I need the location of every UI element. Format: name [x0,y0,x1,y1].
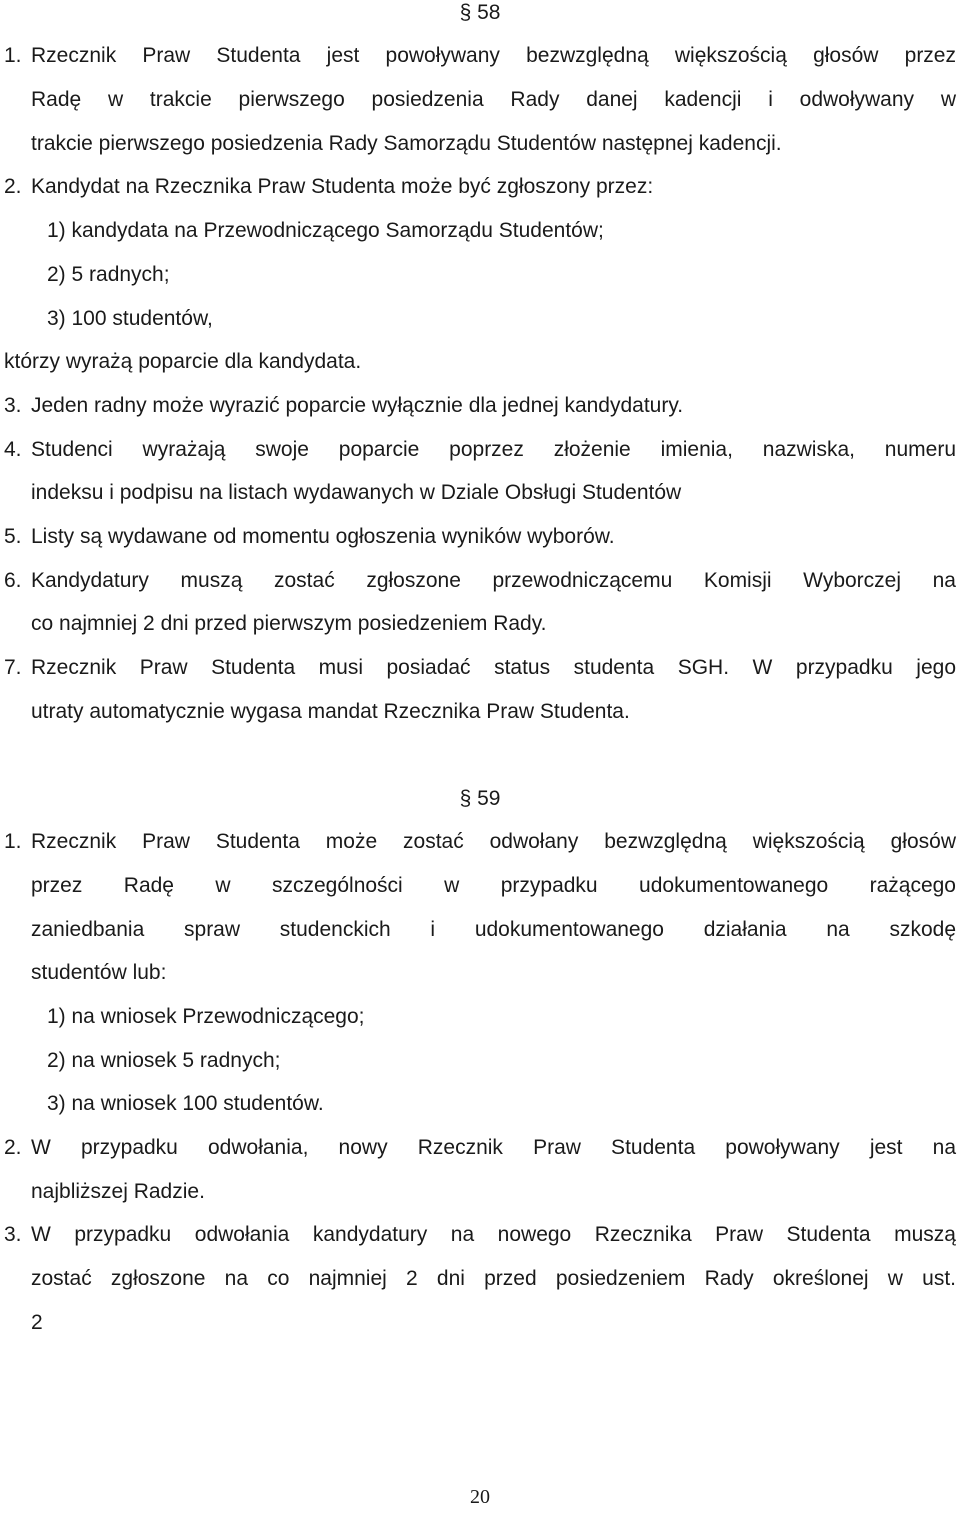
s58-p4-number: 4. [4,438,22,461]
s58-p1-line-3: trakcie pierwszego posiedzenia Rady Samorządu Studentów następnej kadencji. [31,132,782,155]
s58-p6-line-1: Kandydatury muszą zostać zgłoszone przewodniczącemu Komisji Wyborczej na [31,569,956,592]
s59-p1-line-3: zaniedbania spraw studenckich i udokumentowanego działania na szkodę [31,918,956,941]
s58-p7-line-1: Rzecznik Praw Studenta musi posiadać status studenta SGH. W przypadku jego [31,656,956,679]
s58-p2-item-3: 3) 100 studentów, [47,307,213,330]
s58-p2-item-2: 2) 5 radnych; [47,263,170,286]
s58-p2-after: którzy wyrażą poparcie dla kandydata. [4,350,362,373]
s58-p3-line: Jeden radny może wyrazić poparcie wyłącznie dla jednej kandydatury. [31,394,684,417]
s58-p1-line-2: Radę w trakcie pierwszego posiedzenia Rady danej kadencji i odwoływany w [31,88,956,111]
s58-p4-line-1: Studenci wyrażają swoje poparcie poprzez złożenie imienia, nazwiska, numeru [31,438,956,461]
s58-p2-line: Kandydat na Rzecznika Praw Studenta może być zgłoszony przez: [31,175,654,198]
s58-p1-number: 1. [4,44,22,67]
s59-p1-number: 1. [4,830,22,853]
s58-p7-line-2: utraty automatycznie wygasa mandat Rzecznika Praw Studenta. [31,700,630,723]
s59-p1-item-3: 3) na wniosek 100 studentów. [47,1092,324,1115]
s59-p2-number: 2. [4,1136,22,1159]
s58-p1-line-1: Rzecznik Praw Studenta jest powoływany bezwzględną większością głosów przez [31,44,956,67]
s59-p1-item-1: 1) na wniosek Przewodniczącego; [47,1005,365,1028]
s59-p3-number: 3. [4,1223,22,1246]
s58-p2-item-1: 1) kandydata na Przewodniczącego Samorządu Studentów; [47,219,604,242]
s59-p1-item-2: 2) na wniosek 5 radnych; [47,1049,281,1072]
s59-p3-line-3: 2 [31,1311,43,1334]
page-number: 20 [470,1486,490,1508]
s58-p6-line-2: co najmniej 2 dni przed pierwszym posiedzeniem Rady. [31,612,547,635]
s58-p6-number: 6. [4,569,22,592]
s58-p7-number: 7. [4,656,22,679]
s59-p1-line-1: Rzecznik Praw Studenta może zostać odwołany bezwzględną większością głosów [31,830,956,853]
s59-p3-line-2: zostać zgłoszone na co najmniej 2 dni przed posiedzeniem Rady określonej w ust. [31,1267,956,1290]
s58-p3-number: 3. [4,394,22,417]
section-58-heading: § 58 [459,1,501,24]
s58-p5-number: 5. [4,525,22,548]
s58-p4-line-2: indeksu i podpisu na listach wydawanych w Dziale Obsługi Studentów [31,481,682,504]
s59-p1-line-2: przez Radę w szczególności w przypadku udokumentowanego rażącego [31,874,956,897]
s59-p2-line-2: najbliższej Radzie. [31,1180,205,1203]
s59-p2-line-1: W przypadku odwołania, nowy Rzecznik Praw Studenta powoływany jest na [31,1136,956,1159]
s58-p5-line: Listy są wydawane od momentu ogłoszenia wyników wyborów. [31,525,615,548]
s59-p1-line-4: studentów lub: [31,961,167,984]
s59-p3-line-1: W przypadku odwołania kandydatury na nowego Rzecznika Praw Studenta muszą [31,1223,956,1246]
section-59-heading: § 59 [459,787,501,810]
s58-p2-number: 2. [4,175,22,198]
